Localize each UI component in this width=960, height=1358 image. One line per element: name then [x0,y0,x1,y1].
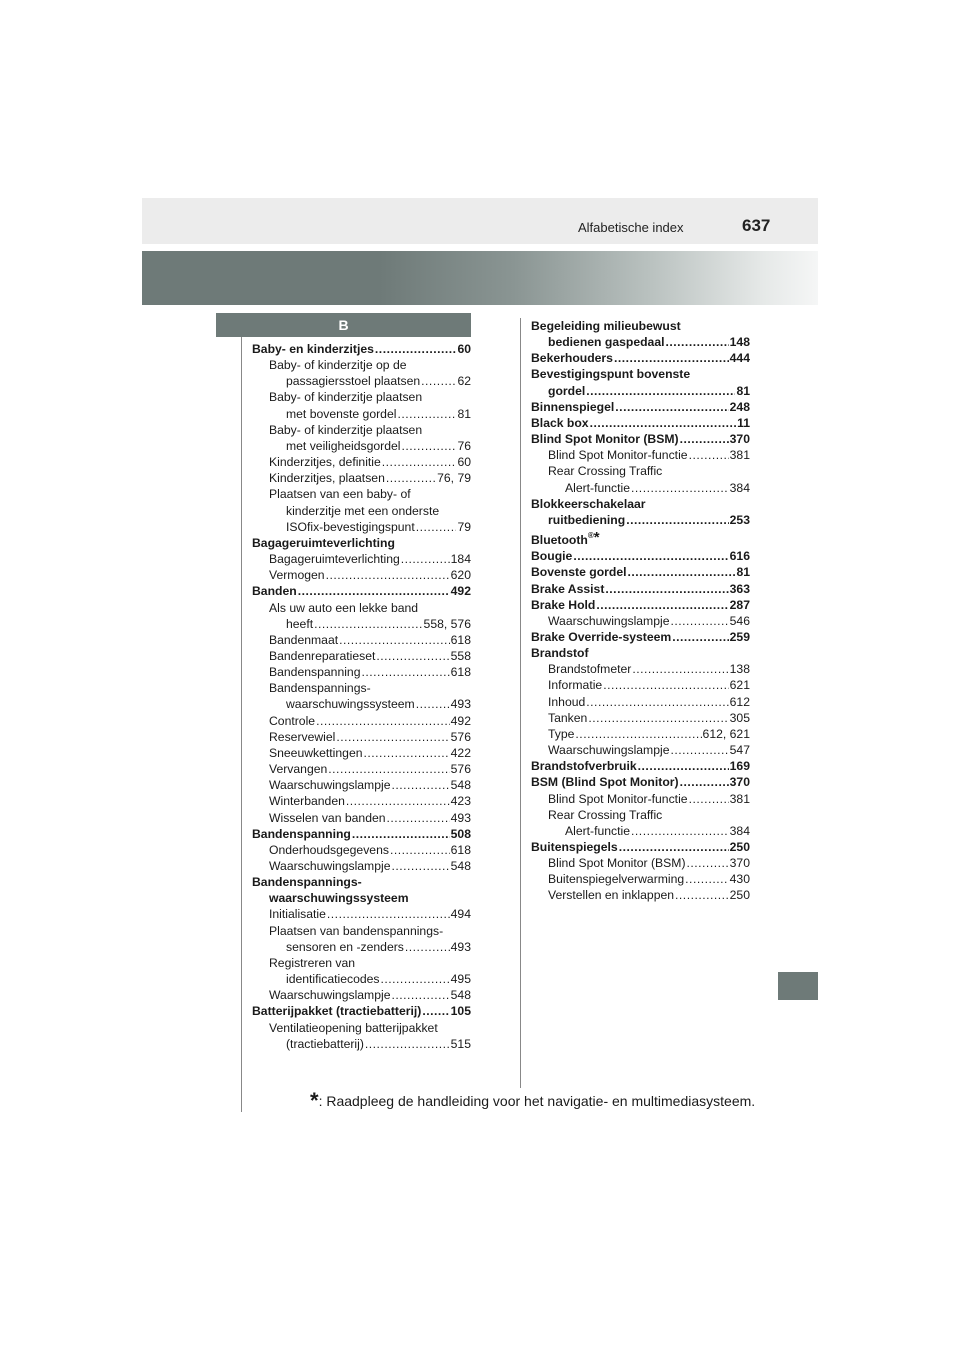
dot-leader [573,548,728,564]
index-entry-main [531,629,750,645]
entry-text: Waarschuwingslampje [269,859,391,873]
index-entry-sub [252,680,471,696]
dot-leader [362,664,450,680]
entry-page-number: 259 [729,629,750,644]
entry-page-number: 363 [729,581,750,596]
index-entry-sub [531,480,750,496]
index-entry-sub [531,742,750,758]
entry-text: Waarschuwingslampje [269,778,391,793]
entry-text: Sneeuwkettingen [269,745,363,760]
index-entry-sub [252,923,471,939]
index-entry-sub [531,677,750,693]
index-entry-sub [252,357,471,373]
entry-page-number: 381 [729,791,750,806]
index-entry-sub [252,729,471,745]
entry-text: Bekerhouders [531,351,613,366]
index-entry-sub [252,422,471,438]
dot-leader [631,480,729,496]
entry-page-number: 76, 79 [437,471,471,486]
entry-text: Verstellen en inklappen [548,888,675,903]
entry-page-number: 548 [450,859,471,873]
index-entry-sub [252,955,471,971]
entry-page-number: 492 [450,584,471,599]
index-entry-sub [252,696,471,712]
entry-text: Plaatsen van een baby- of [269,487,411,502]
index-entry-main [531,366,750,382]
dot-leader [421,373,456,389]
index-entry-sub [252,551,471,567]
entry-page-number: 548 [450,988,471,1003]
index-entry-sub [252,987,471,1003]
index-entry-sub [252,906,471,922]
index-column-left [252,341,471,1052]
index-entry-main [531,431,750,447]
dot-leader [365,1036,450,1052]
footnote-star: * [310,1088,319,1113]
dot-leader [391,777,449,793]
dot-leader [614,350,729,366]
entry-text: Baby- of kinderzitje plaatsen [269,422,423,437]
entry-page-number: 547 [729,743,750,758]
index-entry-sub [252,600,471,616]
entry-text: Begeleiding milieubewust [531,319,681,333]
entry-text: Als uw auto een lekke band [269,600,419,615]
entry-text: Bandenspanning [252,826,351,841]
index-entry-sub [531,871,750,887]
entry-page-number: 370 [729,856,750,871]
index-entry-main [531,548,750,564]
entry-text: gordel [548,383,586,398]
index-entry-sub [252,858,471,874]
index-entry-main [531,496,750,512]
entry-text: Plaatsen van bandenspannings- [269,923,444,938]
entry-page-number: 618 [450,632,471,647]
dot-leader [670,613,728,629]
entry-text: Ventilatieopening batterijpakket [269,1020,438,1035]
entry-text: Winterbanden [269,794,345,809]
entry-page-number: 370 [729,775,750,790]
entry-page-number: 81 [736,383,750,398]
dot-leader [397,406,456,422]
dot-leader [675,887,729,903]
index-column-right [531,318,750,904]
index-entry-sub [531,463,750,479]
entry-page-number: 430 [729,872,750,887]
index-entry-sub [252,1036,471,1052]
entry-page-number: 384 [729,823,750,838]
index-entry-sub [252,519,471,535]
index-entry-sub [252,810,471,826]
index-entry-main [531,581,750,597]
entry-text: Bagageruimteverlichting [252,535,395,550]
dot-leader [298,583,450,599]
entry-page-number: 248 [729,399,750,414]
entry-text: Controle [269,713,316,728]
index-entry-main [531,415,750,431]
entry-page-number: 612 [729,694,750,709]
index-entry-sub [252,486,471,502]
footnote [310,1088,756,1113]
dot-leader [619,839,729,855]
index-entry-main [531,528,750,548]
entry-page-number: 370 [729,432,750,447]
entry-text: Vermogen [269,568,325,583]
index-entry-sub [252,842,471,858]
dot-leader [381,971,450,987]
entry-page-number: 621 [729,678,750,693]
dot-leader [586,694,728,710]
entry-page-number: 618 [450,842,471,857]
index-entry-main [531,758,750,774]
page-number: 637 [742,216,771,235]
dot-leader [352,826,450,842]
index-entry-main [531,399,750,415]
index-entry-main [531,334,750,350]
index-entry-sub [252,648,471,664]
index-entry-main [531,597,750,613]
entry-text: Blind Spot Monitor-functie [548,448,688,463]
entry-text: Brandstofmeter [548,662,632,677]
dot-leader [626,512,728,528]
entry-page-number: 495 [450,972,471,987]
index-entry-sub [252,939,471,955]
entry-page-number: 508 [450,826,471,841]
entry-text: Brake Hold [531,597,596,612]
entry-text: Baby- en kinderzitjes [252,342,374,356]
index-entry-main [252,535,471,551]
index-entry-main [252,341,471,357]
entry-text: Waarschuwingslampje [548,743,670,758]
index-entry-sub [252,777,471,793]
entry-text: Informatie [548,678,603,693]
entry-text: Tanken [548,710,588,725]
index-entry-main [531,645,750,661]
entry-text: heeft [286,616,314,631]
entry-text: bedienen gaspedaal [548,335,665,350]
entry-page-number: 184 [450,552,471,567]
index-entry-sub [531,823,750,839]
index-entry-main [252,1003,471,1019]
entry-page-number: 558 [450,648,471,663]
dot-leader [575,726,701,742]
entry-text: Brandstofverbruik [531,759,637,774]
entry-text: Wisselen van banden [269,810,386,825]
entry-text: Bluetooth [531,533,588,548]
index-entry-sub [252,470,471,486]
index-entry-sub [252,567,471,583]
dot-leader [391,987,449,1003]
dot-leader [339,632,450,648]
entry-page-number: 576 [450,729,471,744]
entry-page-number: 169 [729,759,750,774]
dot-leader [346,793,450,809]
entry-page-number: 250 [729,840,750,854]
entry-page-number: 618 [450,665,471,680]
entry-text: met bovenste gordel [286,406,397,421]
entry-text: sensoren en -zenders [286,939,404,954]
index-entry-main [531,839,750,855]
entry-page-number: 11 [737,415,750,430]
dot-leader [326,567,450,583]
entry-page-number: 384 [729,480,750,495]
entry-text: Rear Crossing Traffic [548,464,663,479]
entry-text: Onderhoudsgegevens [269,842,389,857]
entry-page-number: 548 [450,778,471,793]
header-band [142,198,818,244]
decorative-gradient-band [142,251,818,305]
index-entry-main [531,318,750,334]
entry-page-number: 60 [457,342,471,356]
index-entry-sub [531,855,750,871]
index-entry-main [531,350,750,366]
index-entry-sub [252,793,471,809]
entry-text: Vervangen [269,762,328,777]
entry-page-number: 76 [457,438,471,453]
entry-page-number: 287 [729,597,750,612]
dot-leader [422,1003,449,1019]
dot-leader [401,551,450,567]
dot-leader [685,871,728,887]
entry-text: BSM (Blind Spot Monitor) [531,775,679,790]
dot-leader [689,791,729,807]
entry-text: ruitbediening [548,512,626,527]
entry-page-number: 576 [450,762,471,777]
entry-text: Bandenspannings- [269,681,371,696]
entry-text: Waarschuwingslampje [548,613,670,628]
index-entry-sub [531,694,750,710]
index-entry-main [531,383,750,399]
index-entry-sub [252,438,471,454]
entry-text: Baby- of kinderzitje op de [269,358,407,373]
entry-page-number: 515 [450,1036,471,1051]
dot-leader [416,696,450,712]
index-entry-sub [252,971,471,987]
entry-text: Bandenmaat [269,632,339,647]
index-entry-sub [252,503,471,519]
entry-text: Blind Spot Monitor-functie [548,791,688,806]
dot-leader [391,858,449,874]
entry-page-number: 494 [450,907,471,922]
dot-leader [364,745,450,761]
entry-text: Rear Crossing Traffic [548,807,663,822]
entry-page-number: 493 [450,697,471,712]
entry-page-number: 558, 576 [423,616,471,631]
chapter-thumb-tab [778,972,818,1000]
dot-leader [390,842,450,858]
dot-leader [631,823,729,839]
entry-text: Buitenspiegels [531,840,618,854]
entry-text: Bovenste gordel [531,565,627,580]
registered-mark: ® [587,531,594,541]
dot-leader [402,438,457,454]
index-entry-main [252,874,471,890]
letter-section-tab [216,313,471,337]
entry-text: Bagageruimteverlichting [269,552,400,567]
index-entry-sub [252,1020,471,1036]
entry-text: Batterijpakket (tractiebatterij) [252,1004,422,1019]
entry-text: (tractiebatterij) [286,1036,364,1051]
entry-text: Black box [531,415,589,430]
entry-text: Buitenspiegelverwarming [548,872,685,887]
dot-leader [327,906,450,922]
entry-page-number: 492 [450,713,471,728]
entry-page-number: 444 [729,351,750,366]
dot-leader [375,341,457,357]
dot-leader [689,447,729,463]
index-entry-sub [531,807,750,823]
dot-leader [680,774,729,790]
entry-text: Initialisatie [269,907,326,922]
index-entry-sub [531,791,750,807]
entry-page-number: 616 [729,549,750,564]
entry-text: Alert-functie [565,480,631,495]
dot-leader [588,710,728,726]
dot-leader [605,581,728,597]
entry-text: Type [548,726,575,741]
index-entry-sub [531,887,750,903]
entry-page-number: 423 [450,794,471,809]
entry-text: Kinderzitjes, definitie [269,455,381,470]
dot-leader [590,415,737,431]
dot-leader [405,939,450,955]
index-entry-sub [252,632,471,648]
index-entry-sub [531,661,750,677]
column-divider-left [241,337,242,1112]
dot-leader [416,519,457,535]
dot-leader [687,855,729,871]
entry-page-number: 422 [450,745,471,760]
dot-leader [382,454,457,470]
entry-page-number: 620 [450,568,471,583]
dot-leader [596,597,728,613]
index-entry-sub [252,406,471,422]
dot-leader [386,470,436,486]
index-entry-sub [252,389,471,405]
footnote-reference-star: * [593,529,600,547]
dot-leader [615,399,728,415]
entry-page-number: 546 [729,613,750,628]
dot-leader [376,648,449,664]
dot-leader [328,761,449,777]
entry-text: met veiligheidsgordel [286,438,401,453]
dot-leader [632,661,728,677]
entry-text: Kinderzitjes, plaatsen [269,471,385,486]
index-entry-sub [531,613,750,629]
letter-label: B [338,317,349,333]
index-entry-main [531,564,750,580]
entry-page-number: 79 [457,519,471,534]
entry-page-number: 253 [729,512,750,527]
footnote-text: : Raadpleeg de handleiding voor het navigatie- en multimediasysteem. [318,1093,756,1109]
entry-text: Registreren van [269,955,356,970]
entry-text: Binnenspiegel [531,399,615,414]
index-entry-main [252,890,471,906]
entry-text: Bevestigingspunt bovenste [531,367,691,382]
entry-text: Bougie [531,549,573,564]
dot-leader [336,729,449,745]
entry-page-number: 62 [457,374,471,389]
entry-text: waarschuwingssysteem [269,891,409,906]
entry-page-number: 250 [729,888,750,903]
index-entry-sub [531,447,750,463]
entry-text: Blind Spot Monitor (BSM) [531,432,679,447]
index-entry-sub [252,761,471,777]
entry-page-number: 138 [729,662,750,677]
entry-text: Brandstof [531,646,589,661]
entry-text: Reservewiel [269,729,336,744]
index-entry-main [252,583,471,599]
index-entry-main [531,774,750,790]
entry-text: Waarschuwingslampje [269,988,391,1003]
entry-text: Blind Spot Monitor (BSM) [548,856,686,871]
entry-text: Bandenreparatieset [269,648,376,663]
index-entry-sub [252,664,471,680]
index-entry-main [531,512,750,528]
dot-leader [638,758,729,774]
entry-page-number: 493 [450,810,471,825]
entry-page-number: 612, 621 [702,726,750,741]
dot-leader [672,629,728,645]
index-entry-sub [252,745,471,761]
index-entry-sub [252,373,471,389]
dot-leader [316,713,450,729]
entry-page-number: 148 [729,335,750,350]
entry-page-number: 81 [736,565,750,580]
index-entry-sub [531,710,750,726]
index-entry-sub [252,454,471,470]
entry-text: Brake Assist [531,581,605,596]
entry-text: Brake Override-systeem [531,629,672,644]
dot-leader [314,616,422,632]
dot-leader [670,742,728,758]
column-divider-middle [520,318,521,1088]
dot-leader [680,431,729,447]
entry-text: Blokkeerschakelaar [531,496,646,511]
entry-page-number: 60 [457,455,471,470]
entry-text: Baby- of kinderzitje plaatsen [269,390,423,405]
entry-page-number: 381 [729,448,750,463]
dot-leader [628,564,736,580]
dot-leader [586,383,735,399]
entry-text: Bandenspannings- [252,875,362,890]
index-entry-sub [252,713,471,729]
entry-page-number: 493 [450,939,471,954]
entry-text: Banden [252,584,297,599]
dot-leader [387,810,450,826]
entry-text: Inhoud [548,694,586,709]
dot-leader [666,334,729,350]
entry-text: passagiersstoel plaatsen [286,374,421,389]
entry-text: waarschuwingssysteem [286,697,415,712]
index-entry-sub [252,616,471,632]
entry-text: ISOfix-bevestigingspunt [286,519,415,534]
entry-page-number: 105 [450,1004,471,1019]
section-title: Alfabetische index [578,220,684,235]
entry-text: Bandenspanning [269,665,361,680]
index-entry-main [252,826,471,842]
entry-page-number: 81 [457,406,471,421]
entry-text: identificatiecodes [286,972,380,987]
entry-text: kinderzitje met een onderste [286,503,440,518]
index-entry-sub [531,726,750,742]
entry-page-number: 305 [729,710,750,725]
dot-leader [603,677,728,693]
entry-text: Alert-functie [565,823,631,838]
